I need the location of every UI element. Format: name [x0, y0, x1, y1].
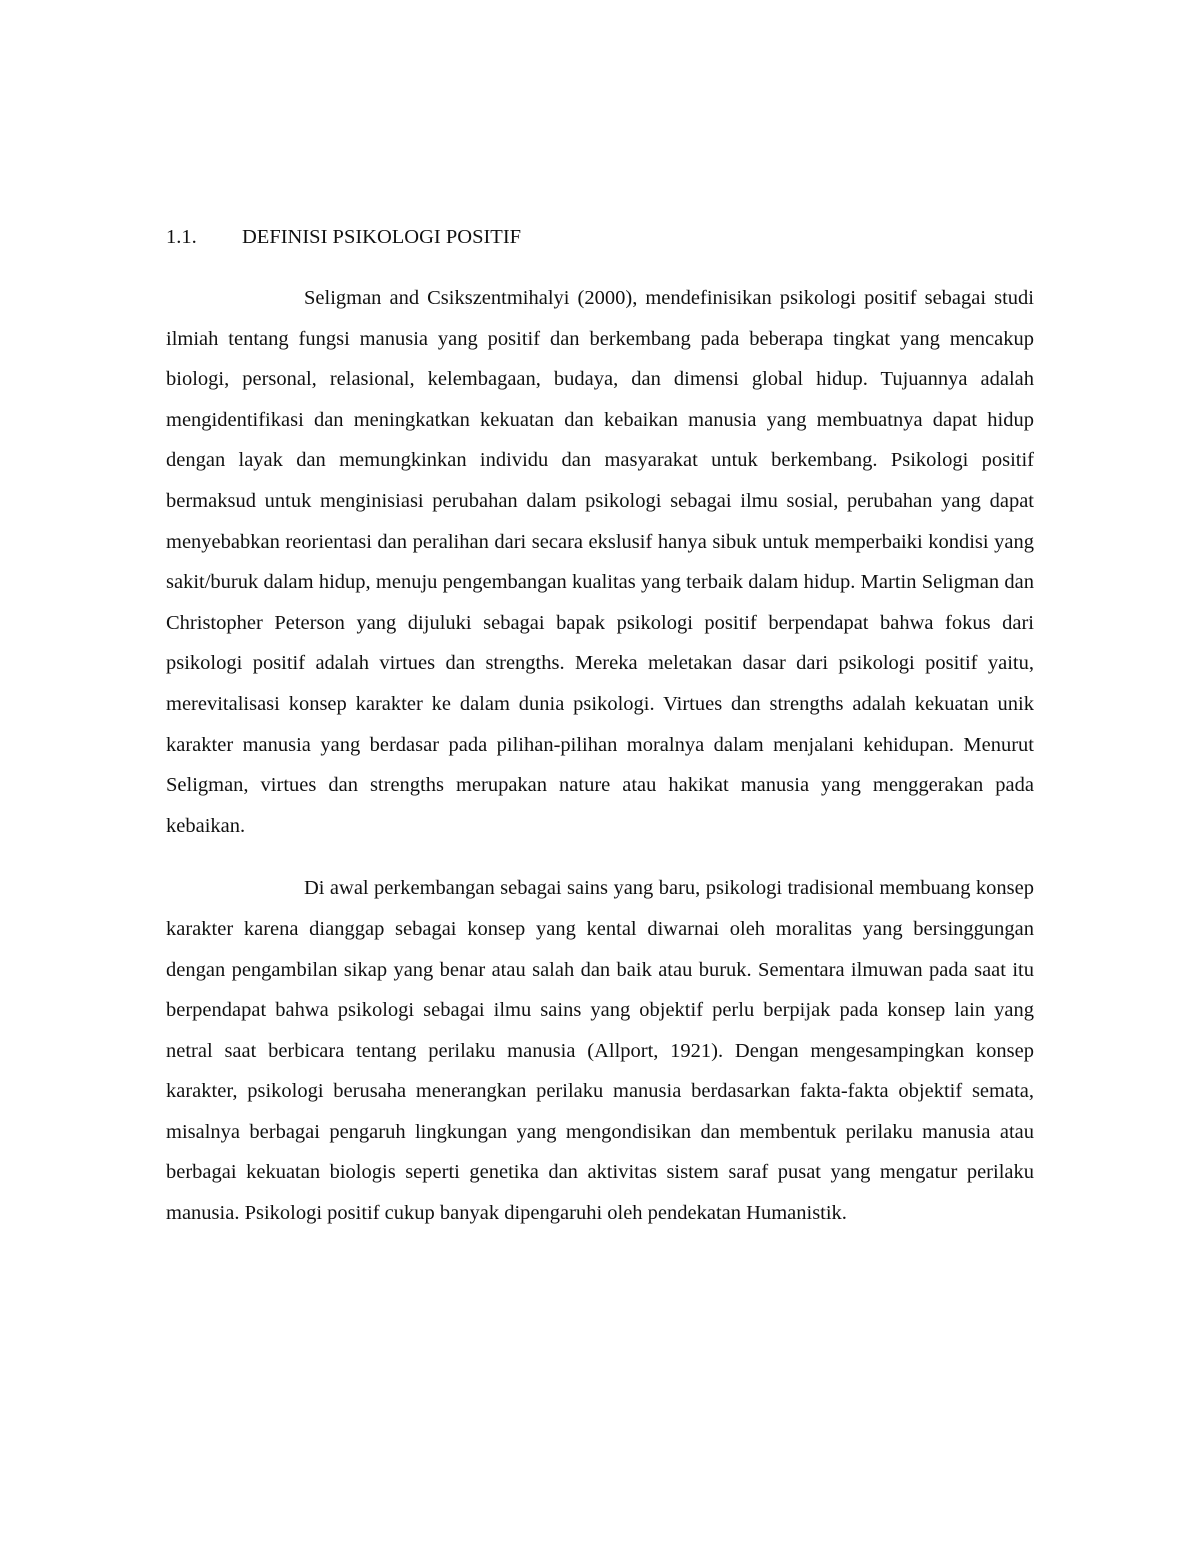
paragraph-2: Di awal perkembangan sebagai sains yang baru, psikologi tradisional membuang konsep karakter karena dianggap sebagai konsep yang kental diwarnai oleh moralitas yang bersinggungan dengan pengambilan sikap yang benar atau salah dan baik atau buruk. Sementara ilmuwan pada saat itu berpendapat bahwa psikologi sebagai ilmu sains yang objektif perlu berpijak pada konsep lain yang netral saat berbicara tentang perilaku manusia (Allport, 1921). Dengan mengesampingkan konsep karakter, psikologi berusaha menerangkan perilaku manusia berdasarkan fakta-fakta objektif semata, misalnya berbagai pengaruh lingkungan yang mengondisikan dan membentuk perilaku manusia atau berbagai kekuatan biologis seperti genetika dan aktivitas sistem saraf pusat yang mengatur perilaku manusia. Psikologi positif cukup banyak dipengaruhi oleh pendekatan Humanistik. — [166, 877, 1034, 1225]
paragraph-1: Seligman and Csikszentmihalyi (2000), mendefinisikan psikologi positif sebagai studi ilmiah tentang fungsi manusia yang positif dan berkembang pada beberapa tingkat yang mencakup biologi, personal, relasional, kelembagaan, budaya, dan dimensi global hidup. Tujuannya adalah mengidentifikasi dan meningkatkan kekuatan dan kebaikan manusia yang membuatnya dapat hidup dengan layak dan memungkinkan individu dan masyarakat untuk berkembang. Psikologi positif bermaksud untuk menginisiasi perubahan dalam psikologi sebagai ilmu sosial, perubahan yang dapat menyebabkan reorientasi dan peralihan dari secara ekslusif hanya sibuk untuk memperbaiki kondisi yang sakit/buruk dalam hidup, menuju pengembangan kualitas yang terbaik dalam hidup. Martin Seligman dan Christopher Peterson yang dijuluki sebagai bapak psikologi positif berpendapat bahwa fokus dari psikologi positif adalah virtues dan strengths. Mereka meletakan dasar dari psikologi positif yaitu, merevitalisasi konsep karakter ke dalam dunia psikologi. Virtues dan strengths adalah kekuatan unik karakter manusia yang berdasar pada pilihan-pilihan moralnya dalam menjalani kehidupan. Menurut Seligman, virtues dan strengths merupakan nature atau hakikat manusia yang menggerakan pada kebaikan. — [166, 287, 1034, 837]
section-number: 1.1. — [166, 226, 197, 248]
document-page — [166, 222, 1034, 1234]
section-title: DEFINISI PSIKOLOGI POSITIF — [242, 226, 522, 248]
section-heading — [166, 222, 1034, 252]
